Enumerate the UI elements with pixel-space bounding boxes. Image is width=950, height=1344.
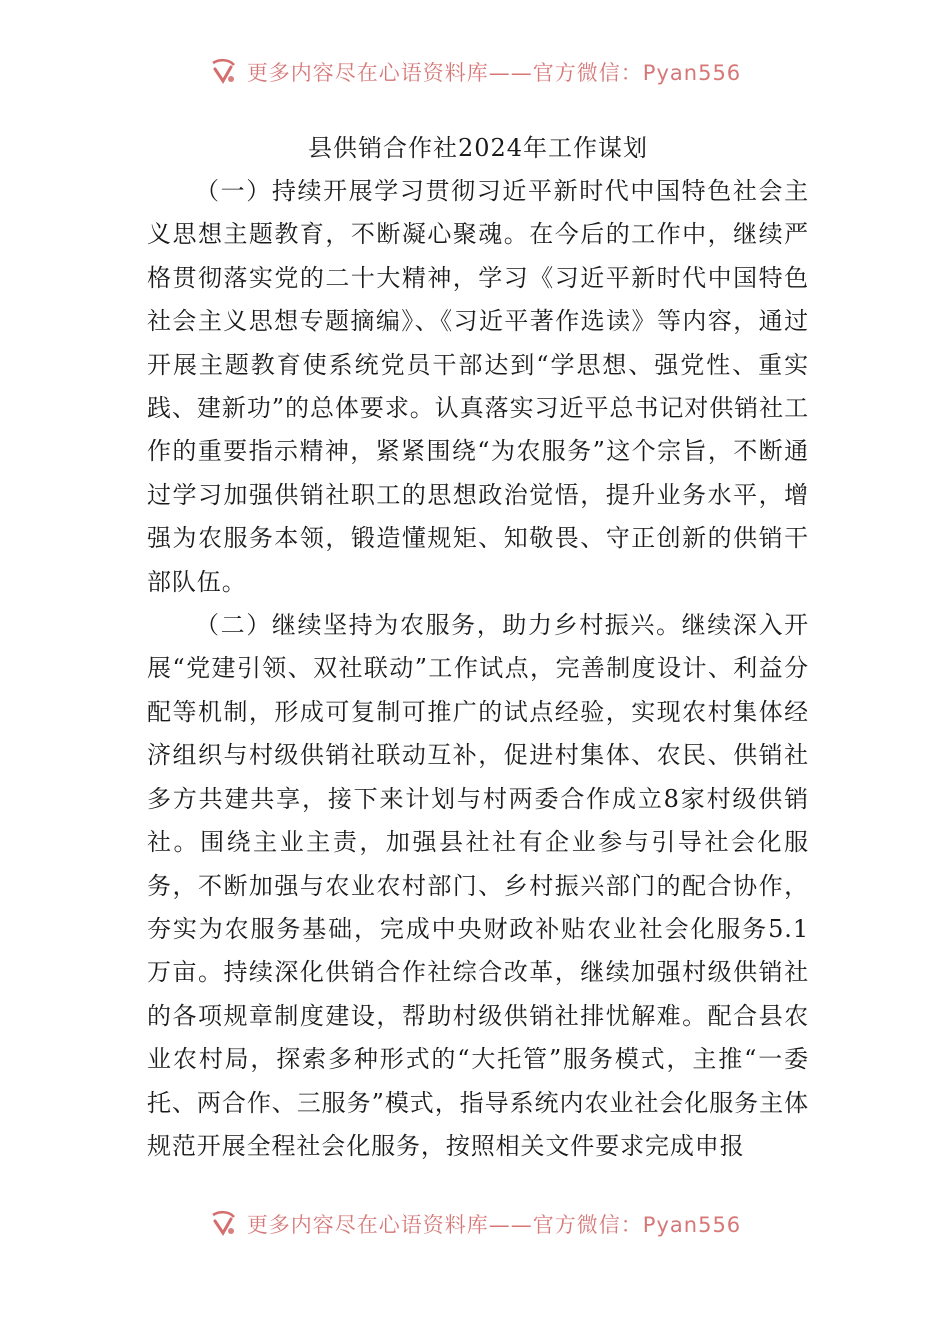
document-title: 县供销合作社2024年工作谋划 xyxy=(307,134,649,162)
watermark-header xyxy=(0,52,950,92)
watermark-text: 更多内容尽在心语资料库——官方微信：Pyan556 xyxy=(246,1213,742,1237)
paragraph-2: （二）继续坚持为农服务，助力乡村振兴。继续深入开展“党建引领、双社联动”工作试点，完善制度设计、利益分配等机制，形成可复制可推广的试点经验，实现农村集体经济组织与村级供销社联动互补，促进村集体、农民、供销社多方共建共享，接下来计划与村两委合作成立8家村级供销社。围绕主业主责，加强县社社有企业参与引导社会化服务，不断加强与农业农村部门、乡村振兴部门的配合协作，夯实为农服务基础，完成中央财政补贴农业社会化服务5.1万亩。持续深化供销合作社综合改革，继续加强村级供销社的各项规章制度建设，帮助村级供销社排忧解难。配合县农业农村局，探索多种形式的“大托管”服务模式，主推“一委托、两合作、三服务”模式，指导系统内农业社会化服务主体规范开展全程社会化服务，按照相关文件要求完成申报 xyxy=(147,611,809,1160)
watermark-footer xyxy=(0,1204,950,1244)
paragraph-1: （一）持续开展学习贯彻习近平新时代中国特色社会主义思想主题教育，不断凝心聚魂。在今后的工作中，继续严格贯彻落实党的二十大精神，学习《习近平新时代中国特色社会主义思想专题摘编》、《习近平著作选读》等内容，通过开展主题教育使系统党员干部达到“学思想、强党性、重实践、建新功”的总体要求。认真落实习近平总书记对供销社工作的重要指示精神，紧紧围绕“为农服务”这个宗旨，不断通过学习加强供销社职工的思想政治觉悟，提升业务水平，增强为农服务本领，锻造懂规矩、知敬畏、守正创新的供销干部队伍。 xyxy=(147,177,809,596)
brand-logo-icon xyxy=(209,1209,239,1239)
document-body xyxy=(147,128,809,1168)
brand-logo-icon xyxy=(209,57,239,87)
watermark-text: 更多内容尽在心语资料库——官方微信：Pyan556 xyxy=(246,61,742,85)
